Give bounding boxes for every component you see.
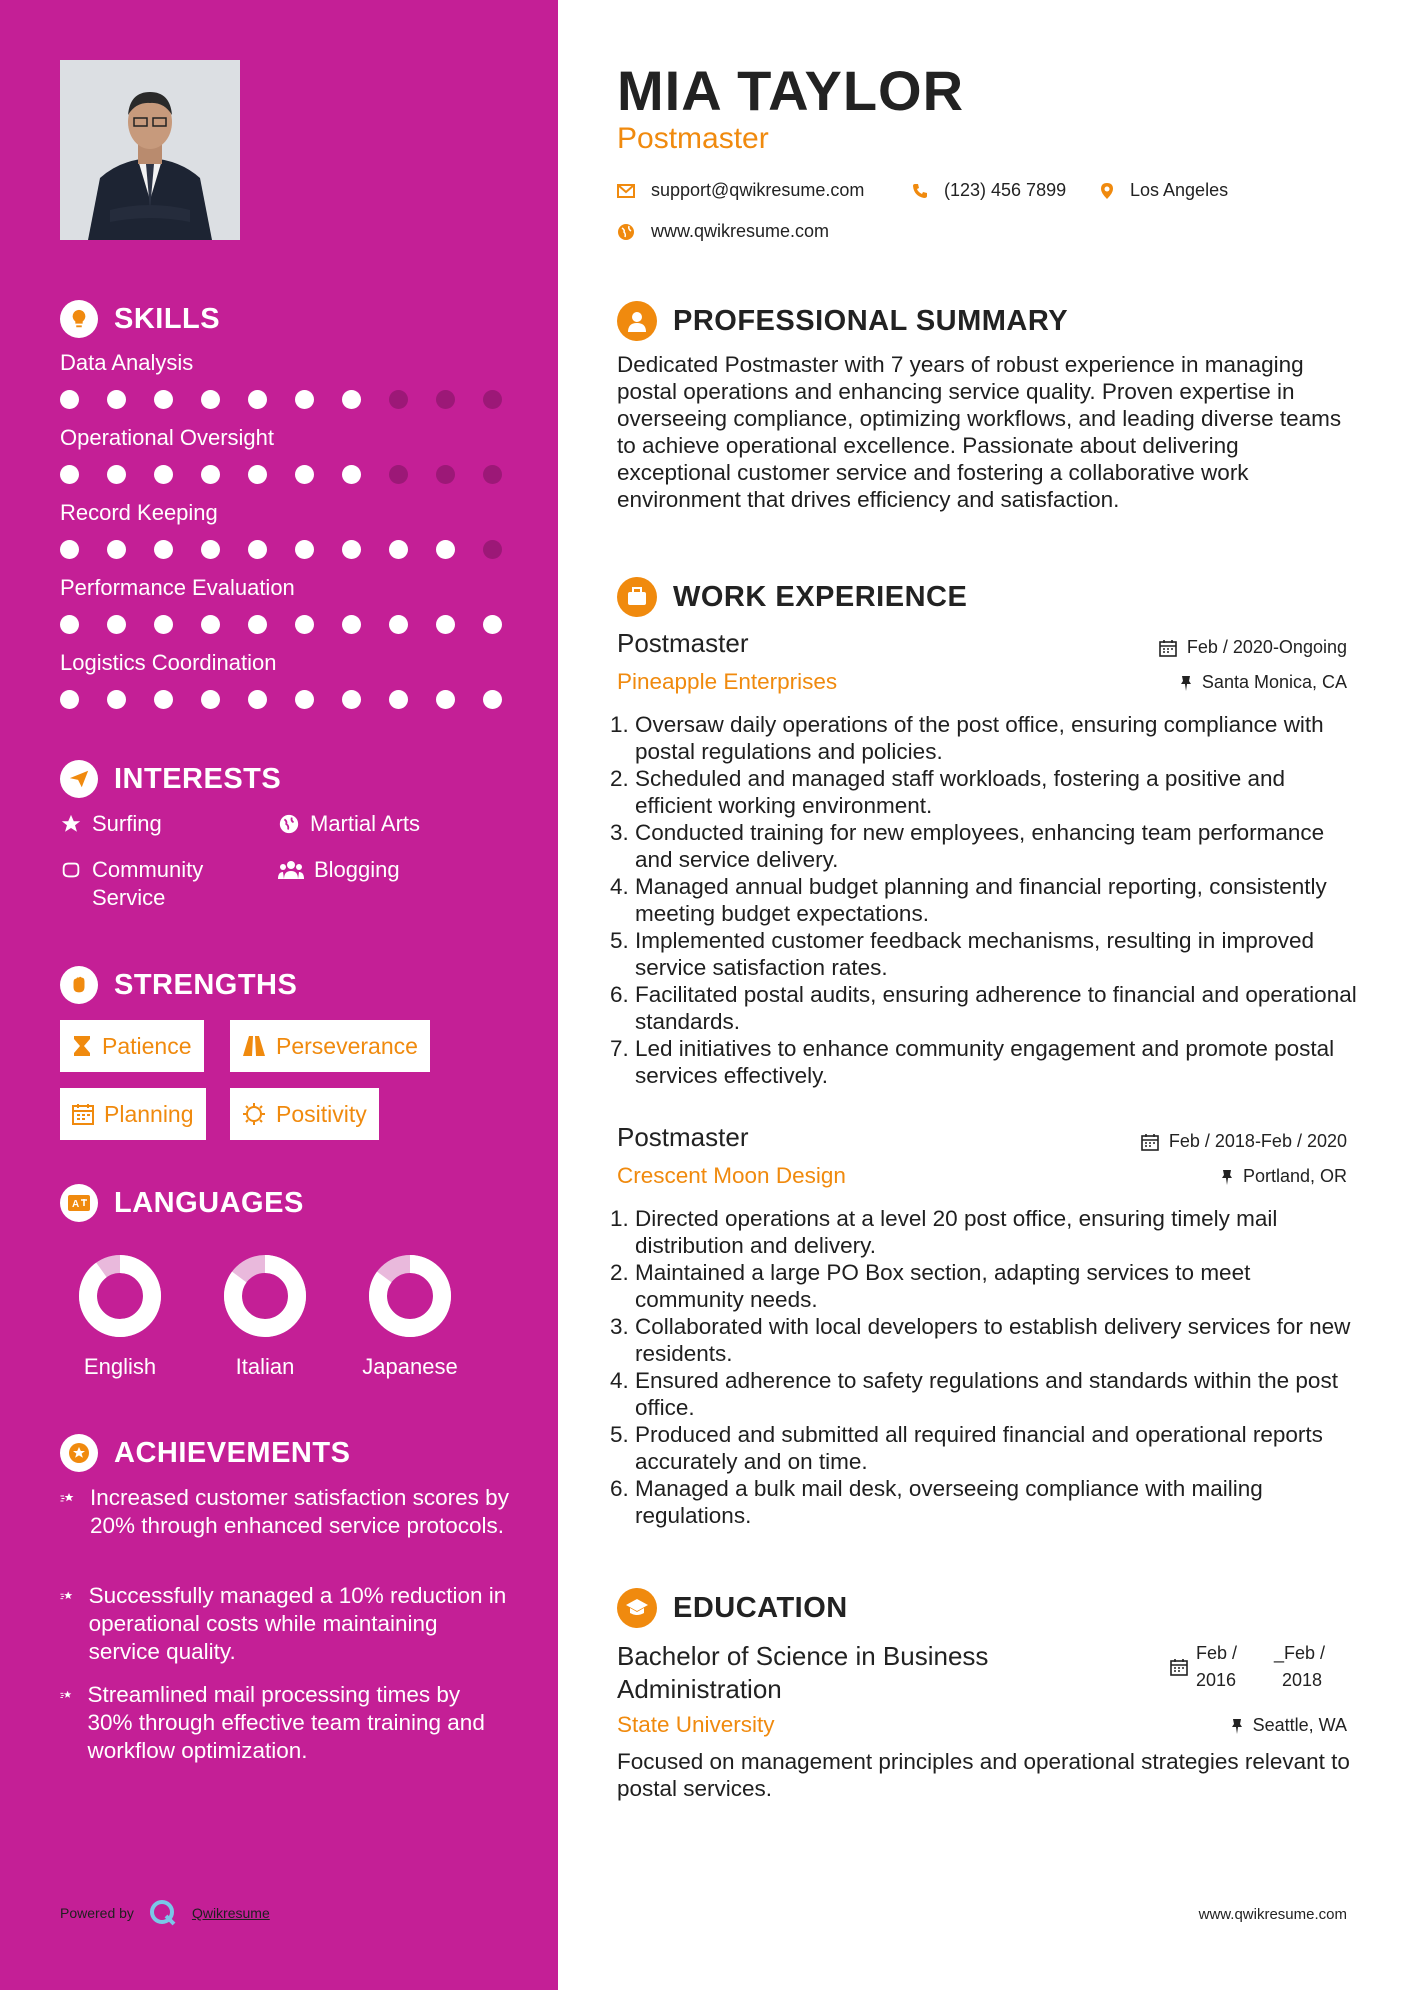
skill-dot-empty	[483, 465, 502, 484]
candidate-role: Postmaster	[617, 122, 769, 155]
job-dates-text: Feb / 2020-Ongoing	[1186, 637, 1347, 657]
skill-dot-filled	[107, 690, 126, 709]
achievement-item	[60, 1681, 510, 1765]
education-location	[1231, 1715, 1347, 1736]
skill-dots	[60, 690, 502, 709]
contact-phone	[912, 180, 1066, 201]
job-duties	[635, 1205, 1357, 1529]
job-location-text: Portland, OR	[1242, 1166, 1347, 1186]
achievement-text: Increased customer satisfaction scores by 20% through enhanced service protocols.	[90, 1485, 509, 1538]
skill-dot-filled	[483, 615, 502, 634]
skill-dot-filled	[201, 390, 220, 409]
powered-by-label: Powered by	[60, 1905, 134, 1921]
powered-by	[60, 1898, 270, 1928]
skill-dot-filled	[107, 615, 126, 634]
interest-label: Blogging	[314, 857, 400, 882]
calendar-icon	[72, 1103, 94, 1125]
education-heading	[617, 1588, 848, 1628]
company-name: Crescent Moon Design	[617, 1163, 846, 1188]
duty-item: Conducted training for new employees, enhancing team performance and service delivery.	[635, 820, 1325, 872]
strength-label: Patience	[102, 1032, 192, 1059]
duty-item: Managed a bulk mail desk, overseeing compliance with mailing regulations.	[635, 1476, 1263, 1528]
skill-dot-filled	[60, 690, 79, 709]
strength-label: Perseverance	[276, 1032, 418, 1059]
skill-dot-filled	[295, 465, 314, 484]
language-ring-fill	[88, 1264, 152, 1328]
shooting-star-icon	[60, 1484, 76, 1512]
interest-item	[278, 856, 400, 884]
skill-dot-filled	[389, 540, 408, 559]
profile-photo	[60, 60, 240, 240]
language-label: Japanese	[362, 1354, 458, 1379]
contact-website	[617, 221, 829, 242]
skills-heading	[60, 300, 220, 338]
skill-dot-filled	[60, 465, 79, 484]
skill-dot-filled	[389, 615, 408, 634]
hourglass-icon	[72, 1035, 92, 1057]
skill-dot-filled	[295, 615, 314, 634]
skill-dot-filled	[295, 390, 314, 409]
job-dates-text: Feb / 2018-Feb / 2020	[1168, 1131, 1347, 1151]
shooting-star-icon	[60, 1582, 75, 1610]
contact-email	[617, 180, 864, 201]
paper-plane-icon	[60, 760, 98, 798]
languages-heading	[60, 1184, 304, 1222]
hand-icon	[60, 859, 82, 881]
degree-line: Administration	[617, 1674, 782, 1704]
skill-dot-filled	[154, 540, 173, 559]
qwikresume-logo-icon	[148, 1898, 178, 1928]
skill-dot-filled	[483, 690, 502, 709]
duty-item: Led initiatives to enhance community engagement and promote postal services effectively.	[635, 1036, 1335, 1088]
summary-text: Dedicated Postmaster with 7 years of robust experience in managing postal operations and enhancing service quality. Proven expertise in overseeing compliance, optimizing workflows, and leading diverse teams to achieve operational excellence. Passionate about delivering exceptional customer service and fostering a collaborative work environment that drives efficiency and satisfaction.	[617, 352, 1342, 512]
duty-item: Facilitated postal audits, ensuring adherence to financial and operational standards.	[635, 982, 1357, 1034]
skill-dot-filled	[342, 390, 361, 409]
achievement-text: Successfully managed a 10% reduction in operational costs while maintaining service quality.	[88, 1583, 507, 1664]
skill-dot-filled	[154, 690, 173, 709]
skill-dot-filled	[154, 615, 173, 634]
skill-dot-empty	[483, 540, 502, 559]
skill-dot-filled	[60, 390, 79, 409]
language-label: English	[83, 1354, 157, 1379]
strengths-heading	[60, 966, 297, 1004]
calendar-icon	[1170, 1658, 1188, 1676]
skill-dot-filled	[342, 540, 361, 559]
skill-dots	[60, 465, 502, 484]
language-icon	[60, 1184, 98, 1222]
skill-dot-filled	[389, 690, 408, 709]
skill-dot-empty	[483, 390, 502, 409]
email-text[interactable]: support@qwikresume.com	[651, 180, 865, 200]
job-title: Postmaster	[617, 1122, 749, 1152]
interest-item	[60, 856, 260, 912]
duty-item: Ensured adherence to safety regulations and standards within the post office.	[635, 1368, 1338, 1420]
skill-label: Performance Evaluation	[60, 575, 295, 600]
skill-dot-filled	[107, 540, 126, 559]
skill-dot-filled	[201, 615, 220, 634]
star-icon	[60, 813, 82, 835]
interests-title: INTERESTS	[114, 762, 282, 795]
pin-icon	[1231, 1718, 1243, 1734]
skill-label: Record Keeping	[60, 500, 218, 525]
skill-dot-filled	[201, 465, 220, 484]
interest-label: Surfing	[92, 811, 162, 836]
pin-icon	[1180, 675, 1192, 691]
job-location	[1180, 672, 1347, 693]
job-duties	[635, 711, 1357, 1089]
skill-dot-empty	[436, 465, 455, 484]
summary-title: PROFESSIONAL SUMMARY	[673, 304, 1069, 337]
calendar-icon	[1141, 1133, 1159, 1151]
job-location-text: Santa Monica, CA	[1201, 672, 1347, 692]
skill-dot-filled	[436, 690, 455, 709]
duty-item: Maintained a large PO Box section, adapting services to meet community needs.	[635, 1260, 1251, 1312]
strength-tag	[60, 1020, 204, 1072]
skill-dot-filled	[248, 390, 267, 409]
skill-dot-filled	[248, 540, 267, 559]
education-location-text: Seattle, WA	[1252, 1715, 1347, 1735]
languages-title: LANGUAGES	[114, 1186, 304, 1219]
skill-dot-filled	[201, 690, 220, 709]
interest-item	[278, 810, 420, 838]
sidebar	[0, 0, 558, 1990]
achievements-title: ACHIEVEMENTS	[114, 1436, 351, 1469]
interests-heading	[60, 760, 281, 798]
skill-dot-filled	[60, 615, 79, 634]
qwikresume-link[interactable]: Qwikresume	[191, 1905, 270, 1921]
phone-icon	[912, 183, 928, 199]
degree-line: Bachelor of Science in Business	[617, 1641, 989, 1671]
map-pin-icon	[1100, 182, 1114, 200]
location-text: Los Angeles	[1130, 180, 1229, 200]
duty-item: Produced and submitted all required financial and operational reports accurately and on time.	[635, 1422, 1323, 1474]
fist-icon	[60, 966, 98, 1004]
strength-tag	[60, 1088, 206, 1140]
experience-heading	[617, 577, 967, 617]
job-location	[1221, 1166, 1347, 1187]
sun-icon	[242, 1102, 266, 1126]
skill-dot-empty	[389, 390, 408, 409]
skill-dot-filled	[60, 540, 79, 559]
skill-dot-filled	[248, 615, 267, 634]
strength-label: Planning	[104, 1100, 194, 1127]
pin-icon	[1221, 1169, 1233, 1185]
achievement-text: Streamlined mail processing times by 30% through effective team training and workflow optimization.	[87, 1682, 485, 1763]
degree-title	[617, 1640, 988, 1706]
language-label: Italian	[235, 1354, 295, 1379]
skill-dot-filled	[295, 690, 314, 709]
users-icon	[278, 859, 304, 881]
skill-dot-empty	[436, 390, 455, 409]
language-ring	[221, 1252, 309, 1340]
skills-title: SKILLS	[114, 302, 221, 335]
skill-dot-filled	[342, 615, 361, 634]
edu-end-year: 2018	[1282, 1670, 1323, 1690]
medal-icon	[60, 1434, 98, 1472]
website-text[interactable]: www.qwikresume.com	[651, 221, 830, 241]
skill-dot-empty	[389, 465, 408, 484]
lightbulb-icon	[60, 300, 98, 338]
skill-dots	[60, 615, 502, 634]
language-ring	[76, 1252, 164, 1340]
skill-dot-filled	[107, 390, 126, 409]
skill-dots	[60, 540, 502, 559]
interest-label: Martial Arts	[310, 811, 421, 836]
achievements-heading	[60, 1434, 350, 1472]
shooting-star-icon	[60, 1681, 73, 1709]
skill-dot-filled	[154, 390, 173, 409]
education-dates	[1170, 1640, 1334, 1694]
interest-item	[60, 810, 162, 838]
skill-dots	[60, 390, 502, 409]
edu-start-year: 2016	[1196, 1670, 1237, 1690]
language-ring	[366, 1252, 454, 1340]
experience-title: WORK EXPERIENCE	[673, 580, 968, 613]
summary-heading	[617, 301, 1068, 341]
skill-dot-filled	[107, 465, 126, 484]
svg-text:A: A	[72, 1199, 80, 1210]
duty-item: Scheduled and managed staff workloads, fostering a positive and efficient working environment.	[635, 766, 1286, 818]
envelope-icon	[617, 184, 635, 198]
education-description: Focused on management principles and operational strategies relevant to postal services.	[617, 1749, 1350, 1801]
achievement-item	[60, 1484, 510, 1540]
school-name: State University	[617, 1712, 775, 1737]
duty-item: Collaborated with local developers to establish delivery services for new residents.	[635, 1314, 1351, 1366]
edu-start-month: Feb /	[1196, 1643, 1238, 1663]
briefcase-icon	[617, 577, 657, 617]
candidate-name: MIA TAYLOR	[617, 59, 965, 122]
skill-label: Operational Oversight	[60, 425, 274, 450]
skill-dot-filled	[342, 690, 361, 709]
contact-location	[1100, 180, 1228, 201]
skill-dot-filled	[248, 465, 267, 484]
interest-label: Community Service	[92, 857, 204, 910]
duty-item: Oversaw daily operations of the post office, ensuring compliance with postal regulations and policies.	[635, 712, 1324, 764]
skill-label: Data Analysis	[60, 350, 194, 375]
road-icon	[242, 1035, 266, 1057]
phone-text: (123) 456 7899	[944, 180, 1067, 200]
strengths-title: STRENGTHS	[114, 968, 298, 1001]
user-icon	[617, 301, 657, 341]
duty-item: Implemented customer feedback mechanisms, resulting in improved service satisfaction rates.	[635, 928, 1315, 980]
skill-dot-filled	[295, 540, 314, 559]
globe-icon	[278, 813, 300, 835]
calendar-icon	[1159, 639, 1177, 657]
job-dates	[1159, 637, 1347, 658]
company-name: Pineapple Enterprises	[617, 669, 838, 694]
duty-item: Managed annual budget planning and financial reporting, consistently meeting budget expectations.	[635, 874, 1327, 926]
strength-tag	[230, 1020, 430, 1072]
skill-dot-filled	[154, 465, 173, 484]
strength-label: Positivity	[276, 1100, 367, 1127]
strength-tag	[230, 1088, 379, 1140]
footer-url[interactable]: www.qwikresume.com	[1198, 1906, 1347, 1923]
globe-icon	[617, 223, 635, 241]
edu-end-month: _Feb /	[1274, 1643, 1326, 1663]
job-title: Postmaster	[617, 628, 749, 658]
skill-dot-filled	[248, 690, 267, 709]
education-title: EDUCATION	[673, 1591, 848, 1624]
skill-dot-filled	[201, 540, 220, 559]
skill-dot-filled	[342, 465, 361, 484]
job-dates	[1141, 1131, 1347, 1152]
graduation-icon	[617, 1588, 657, 1628]
skill-dot-filled	[436, 540, 455, 559]
skill-dot-filled	[436, 615, 455, 634]
achievement-item	[60, 1582, 510, 1666]
skill-label: Logistics Coordination	[60, 650, 277, 675]
duty-item: Directed operations at a level 20 post office, ensuring timely mail distribution and delivery.	[635, 1206, 1278, 1258]
